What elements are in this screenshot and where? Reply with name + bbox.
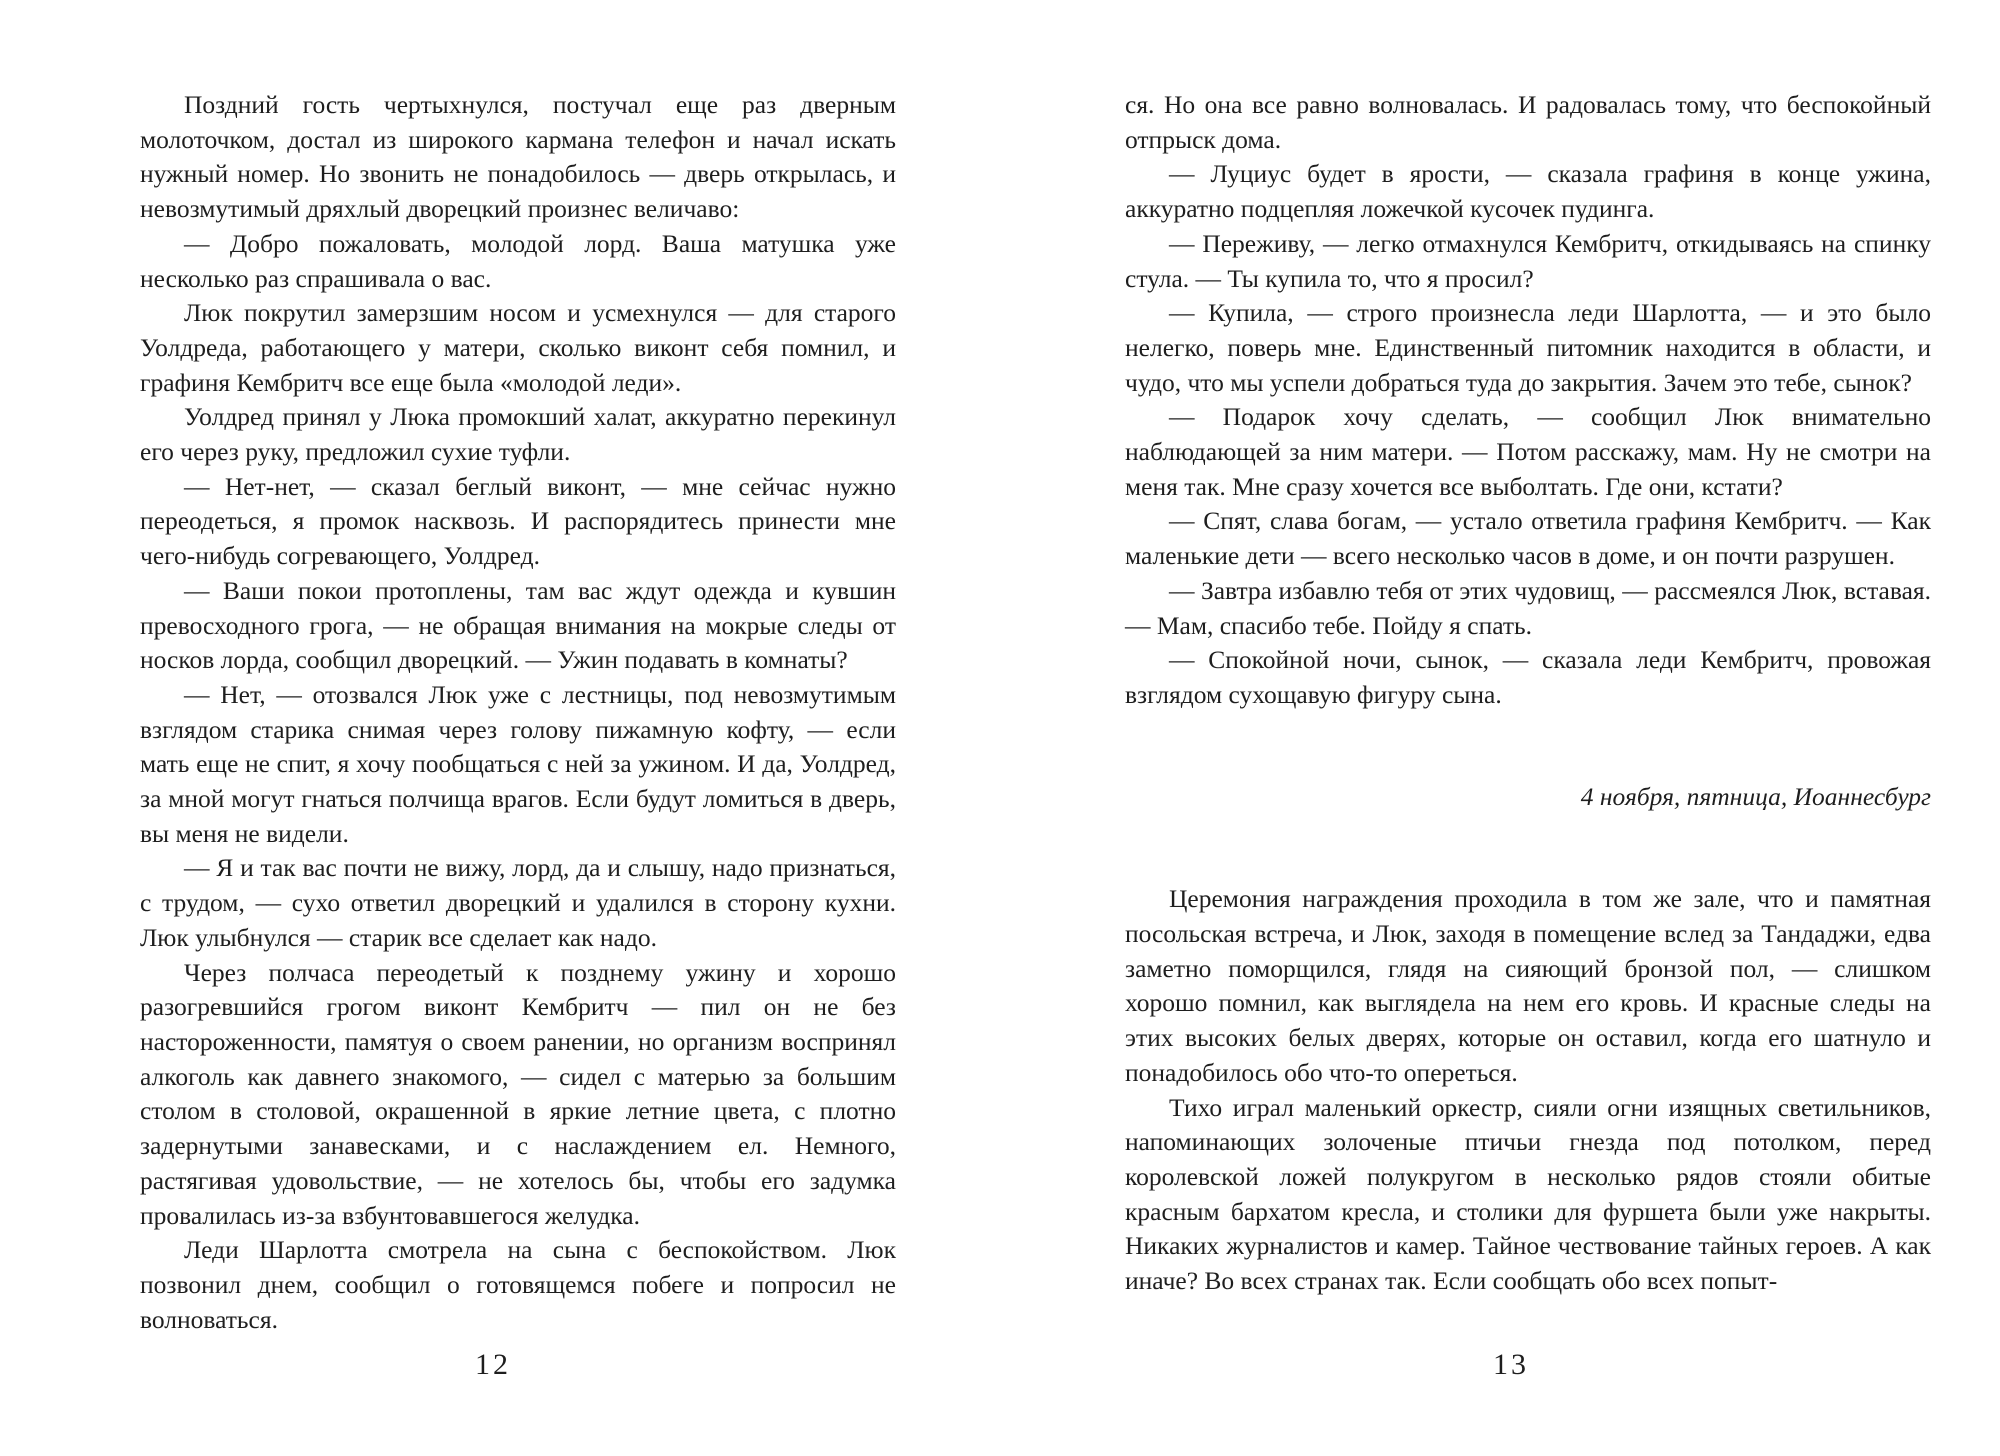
- paragraph: — Нет, — отозвался Люк уже с лестницы, под невозмутимым взглядом старика снимая через голову пижамную кофту, — если мать еще не спит, я хочу пообщаться с ней за ужином. И да, Уолдред, за мной могут гнаться полчища врагов. Если будут ломиться в дверь, вы меня не видели.: [140, 679, 896, 848]
- paragraph: Леди Шарлотта смотрела на сына с беспокойством. Люк позвонил днем, сообщил о готовящемся побеге и попросил не волноваться.: [140, 1235, 896, 1334]
- paragraph: — Луциус будет в ярости, — сказала графиня в конце ужина, аккуратно подцепляя ложечкой кусочек пудинга.: [1125, 159, 1931, 224]
- paragraph: — Спят, слава богам, — устало ответила графиня Кембритч. — Как маленькие дети — всего несколько часов в доме, и он почти разрушен.: [1125, 506, 1931, 571]
- right-page: [1125, 88, 1931, 1299]
- chapter-dateline: 4 ноября, пятница, Иоаннесбург: [1580, 781, 1931, 811]
- paragraph: — Спокойной ночи, сынок, — сказала леди Кембритч, провожая взглядом сухощавую фигуру сына.: [1125, 645, 1931, 709]
- paragraph: — Завтра избавлю тебя от этих чудовищ, — рассмеялся Люк, вставая. — Мам, спасибо тебе. Пойду я спать.: [1125, 575, 1931, 640]
- paragraph: — Переживу, — легко отмахнулся Кембритч, откидываясь на спинку стула. — Ты купила то, что я просил?: [1125, 228, 1931, 293]
- paragraph: — Я и так вас почти не вижу, лорд, да и слышу, надо признаться, с трудом, — сухо ответил дворецкий и удалился в сторону кухни. Люк улыбнулся — старик все сделает как надо.: [140, 853, 896, 952]
- paragraph: Уолдред принял у Люка промокший халат, аккуратно перекинул его через руку, предложил сухие туфли.: [140, 402, 896, 467]
- paragraph: Церемония награждения проходила в том же зале, что и памятная посольская встреча, и Люк, заходя в помещение вслед за Тандаджи, едва заметно поморщился, глядя на сияющий бронзой пол, — слишком хорошо помнил, как выглядела на нем его кровь. И красные следы на этих высоких белых дверях, которые он оставил, когда его шатнуло и понадобилось обо что-то опереться.: [1125, 884, 1931, 1087]
- page-number-right: 13: [1493, 1348, 1529, 1381]
- paragraph: — Добро пожаловать, молодой лорд. Ваша матушка уже несколько раз спрашивала о вас.: [140, 228, 896, 293]
- page-number-left: 12: [475, 1348, 511, 1381]
- paragraph: Люк покрутил замерзшим носом и усмехнулся — для старого Уолдреда, работающего у матери, сколько виконт себя помнил, и графиня Кембритч все еще была «молодой леди».: [140, 298, 896, 397]
- right-page-text: [1125, 88, 1931, 713]
- left-page-text: [140, 88, 896, 1337]
- paragraph-continuation: ся. Но она все равно волновалась. И радовалась тому, что беспокойный отпрыск дома.: [1125, 90, 1931, 154]
- paragraph: — Ваши покои протоплены, там вас ждут одежда и кувшин превосходного грога, — не обращая внимания на мокрые следы от носков лорда, сообщил дворецкий. — Ужин подавать в комнаты?: [140, 575, 896, 675]
- right-page-text-after-dateline: [1125, 882, 1931, 1298]
- paragraph: — Купила, — строго произнесла леди Шарлотта, — и это было нелегко, поверь мне. Единственный питомник находится в области, и чудо, что мы успели добраться туда до закрытия. Зачем это тебе, сынок?: [1125, 298, 1931, 397]
- paragraph: Тихо играл маленький оркестр, сияли огни изящных светильников, напоминающих золоченые птичьи гнезда под потолком, перед королевской ложей полукругом в несколько рядов стояли обитые красным бархатом кресла, и столики для фуршета были уже накрыты. Никаких журналистов и камер. Тайное чествование тайных героев. А как иначе? Во всех странах так. Если сообщать обо всех попыт-: [1125, 1092, 1931, 1296]
- paragraph: — Подарок хочу сделать, — сообщил Люк внимательно наблюдающей за ним матери. — Потом расскажу, мам. Ну не смотри на меня так. Мне сразу хочется все выболтать. Где они, кстати?: [1125, 402, 1931, 501]
- paragraph: — Нет-нет, — сказал беглый виконт, — мне сейчас нужно переодеться, я промок насквозь. И распорядитесь принести мне чего-нибудь согревающего, Уолдред.: [140, 471, 896, 571]
- paragraph: Поздний гость чертыхнулся, постучал еще раз дверным молоточком, достал из широкого кармана телефон и начал искать нужный номер. Но звонить не понадобилось — дверь открылась, и невозмутимый дряхлый дворецкий произнес величаво:: [140, 90, 896, 224]
- left-page: [140, 88, 896, 1337]
- paragraph: Через полчаса переодетый к позднему ужину и хорошо разогревшийся грогом виконт Кембритч — пил он не без настороженности, памятуя о своем ранении, но организм воспринял алкоголь как давнего знакомого, — сидел с матерью за большим столом в столовой, окрашенной в яркие летние цвета, с плотно задернутыми занавесками, и с наслаждением ел. Немного, растягивая удовольствие, — не хотелось бы, чтобы его задумка провалилась из-за взбунтовавшегося желудка.: [140, 957, 896, 1230]
